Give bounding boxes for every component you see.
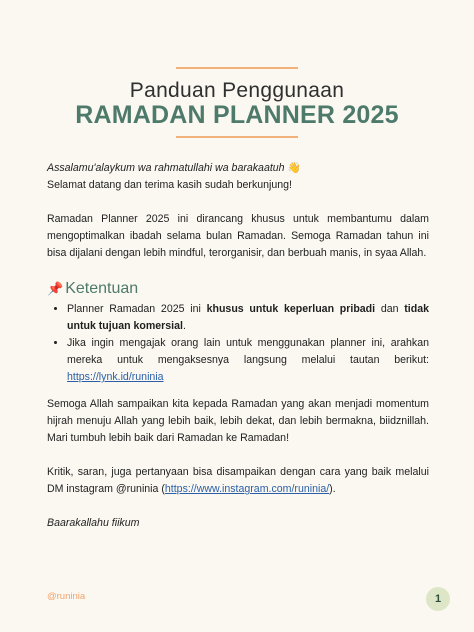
- page-number-badge: 1: [426, 587, 450, 611]
- contact-text: ).: [329, 483, 336, 495]
- waving-hand-icon: 👋: [287, 162, 301, 174]
- pushpin-icon: 📌: [47, 281, 64, 296]
- item-bold-text: tidak untuk tujuan komersial: [67, 303, 430, 332]
- ketentuan-list: [47, 301, 429, 386]
- item-text: .: [182, 320, 186, 332]
- list-item: [67, 301, 429, 335]
- contact-text: Kritik, saran, juga pertanyaan bisa disampaikan dengan cara yang baik melalui DM instagram @runinia (: [47, 466, 429, 495]
- item-text: Planner Ramadan 2025 ini: [67, 303, 207, 315]
- lynk-link[interactable]: https://lynk.id/runinia: [67, 371, 164, 383]
- bottom-divider: [176, 136, 298, 138]
- item-bold-text: khusus untuk keperluan pribadi: [206, 303, 376, 315]
- greeting-line: [47, 160, 429, 177]
- ketentuan-heading-label: Ketentuan: [65, 280, 139, 297]
- ketentuan-heading: [47, 279, 429, 299]
- instagram-link[interactable]: https://www.instagram.com/runinia/: [164, 483, 330, 495]
- prayer-paragraph: Semoga Allah sampaikan kita kepada Ramadan yang akan menjadi momentum hijrah menuju Allah yang lebih baik, lebih dekat, dan lebih bermakna, biidznillah. Mari tumbuh lebih baik dari Ramadan ke Ramadan!: [47, 398, 429, 444]
- document-body: [47, 160, 429, 532]
- item-text: Jika ingin mengajak orang lain untuk menggunakan planner ini, arahkan mereka untuk mengaksesnya langsung melalui tautan berikut:: [67, 337, 429, 366]
- list-item: [67, 335, 429, 386]
- page-title: RAMADAN PLANNER 2025: [75, 101, 399, 129]
- top-divider: [176, 67, 298, 69]
- item-text: dan: [375, 303, 405, 315]
- description-paragraph: Ramadan Planner 2025 ini dirancang khusus untuk membantumu dalam mengoptimalkan ibadah selama bulan Ramadan. Semoga Ramadan tahun ini bisa dijalani dengan lebih mindful, terorganisir, dan berbuah manis, in syaa Allah.: [47, 213, 429, 259]
- greeting-text: Assalamu'alaykum wa rahmatullahi wa barakaatuh: [47, 162, 285, 174]
- page-subtitle: Panduan Penggunaan: [129, 79, 345, 102]
- contact-paragraph: [47, 464, 429, 498]
- welcome-text: Selamat datang dan terima kasih sudah berkunjung!: [47, 179, 292, 191]
- signoff-text: Baarakallahu fiikum: [47, 517, 140, 529]
- footer-handle: @runinia: [47, 591, 86, 602]
